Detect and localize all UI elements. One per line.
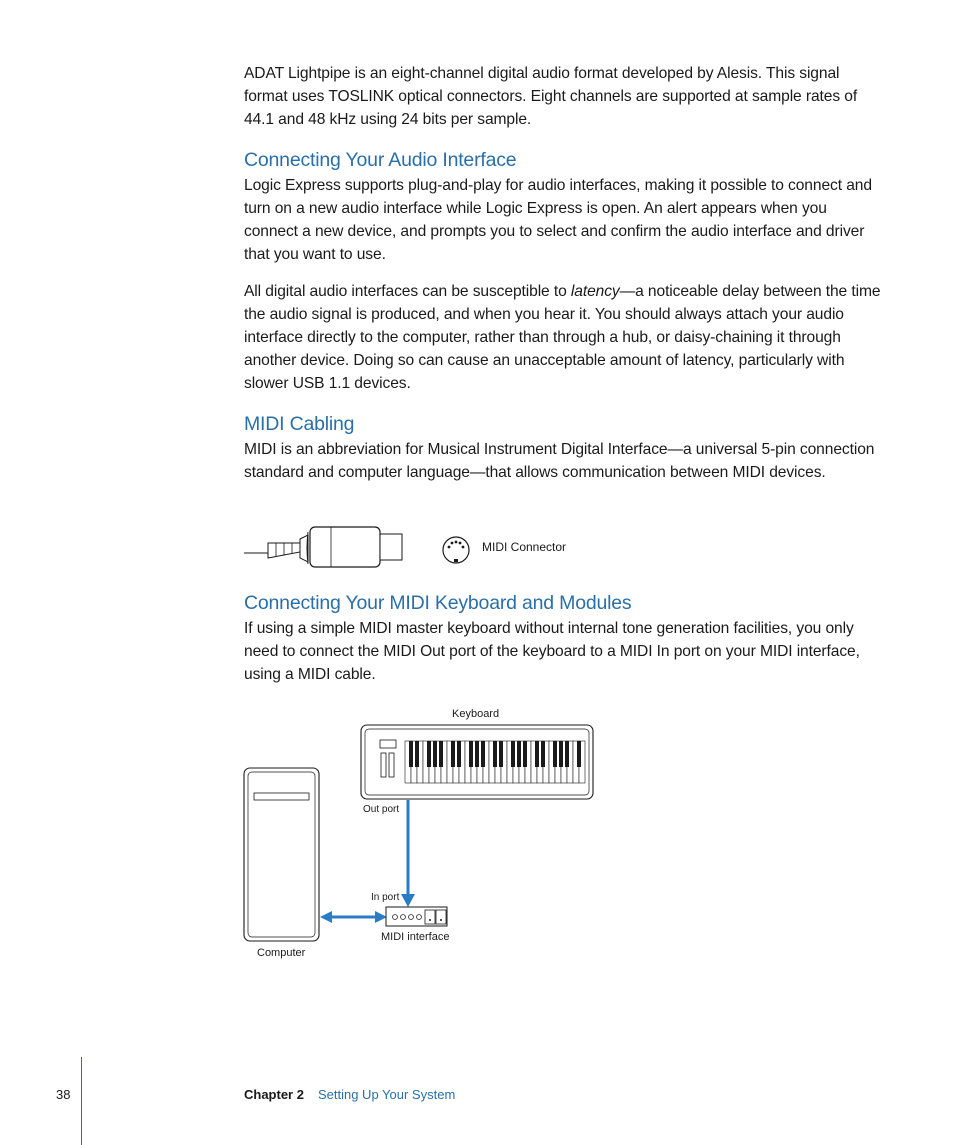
- section-audio-interface: [244, 148, 884, 395]
- black-key: [559, 741, 563, 767]
- black-key: [511, 741, 515, 767]
- black-key: [439, 741, 443, 767]
- black-key: [409, 741, 413, 767]
- heading-midi-keyboard: Connecting Your MIDI Keyboard and Modules: [244, 592, 632, 614]
- black-key: [535, 741, 539, 767]
- intro-block: [244, 62, 884, 131]
- audio-paragraph-1: Logic Express supports plug-and-play for audio interfaces, making it possible to connect and turn on a new audio interface while Logic Express is open. An alert appears when you connect a new device, and prompts you to select and confirm the audio interface and driver that you want to use.: [244, 177, 872, 263]
- keybed: [405, 741, 585, 783]
- black-key: [523, 741, 527, 767]
- keyboard-label: Keyboard: [452, 708, 500, 720]
- black-key: [433, 741, 437, 767]
- black-key: [541, 741, 545, 767]
- intro-paragraph: ADAT Lightpipe is an eight-channel digital audio format developed by Alesis. This signal format uses TOSLINK optical connectors. Eight channels are supported at sample rates of 44.1 and 48 kHz using 24 bits per sample.: [244, 65, 858, 128]
- black-key: [565, 741, 569, 767]
- section-midi-keyboard: [244, 591, 884, 686]
- keyboard-illustration: [360, 724, 596, 802]
- black-key: [499, 741, 503, 767]
- midi-interface-label: MIDI interface: [381, 931, 450, 943]
- latency-term: latency: [570, 283, 620, 300]
- black-key: [481, 741, 485, 767]
- section-title: Setting Up Your System: [317, 1087, 456, 1102]
- audio-para2-after: —a noticeable delay between the time the audio signal is produced, and when you hear it. You should always attach your audio interface directly to the computer, rather than through a hub, or daisy-chaining it through another device. Doing so can cause an unacceptable amount of latency, particularly with slower USB 1.1 devices.: [244, 283, 881, 392]
- audio-paragraph-2: [244, 280, 884, 395]
- black-key: [415, 741, 419, 767]
- audio-para2-before: All digital audio interfaces can be susceptible to: [244, 283, 571, 300]
- footer-rule: [81, 1057, 82, 1145]
- midi-plug-icon: [244, 524, 406, 570]
- black-key: [457, 741, 461, 767]
- section-midi-cabling: [244, 412, 884, 484]
- black-key: [577, 741, 581, 767]
- black-key: [493, 741, 497, 767]
- black-key: [475, 741, 479, 767]
- midi-cable-out-to-in: [398, 800, 418, 908]
- heading-midi-cabling: MIDI Cabling: [244, 413, 355, 435]
- computer-illustration: [243, 767, 321, 943]
- black-key: [553, 741, 557, 767]
- black-key: [469, 741, 473, 767]
- midi-paragraph: MIDI is an abbreviation for Musical Instrument Digital Interface—a universal 5-pin connection standard and computer language—that allows communication between MIDI devices.: [244, 441, 875, 481]
- computer-to-interface-cable: [320, 909, 388, 925]
- midi-connector-label: MIDI Connector: [482, 540, 567, 554]
- computer-label: Computer: [257, 947, 306, 959]
- footer-chapter: [244, 1087, 455, 1102]
- heading-audio-interface: Connecting Your Audio Interface: [244, 149, 517, 171]
- midi-connector-icon: [441, 535, 471, 565]
- black-key: [427, 741, 431, 767]
- keyboard-paragraph: If using a simple MIDI master keyboard without internal tone generation facilities, you only need to connect the MIDI Out port of the keyboard to a MIDI In port on your MIDI interface, using a MIDI cable.: [244, 620, 860, 683]
- midi-interface-illustration: [385, 906, 449, 928]
- in-port-label: In port: [371, 892, 400, 903]
- out-port-label: Out port: [363, 804, 400, 815]
- page-number: 38: [56, 1087, 71, 1102]
- black-key: [451, 741, 455, 767]
- chapter-label: Chapter 2: [244, 1087, 304, 1102]
- black-key: [517, 741, 521, 767]
